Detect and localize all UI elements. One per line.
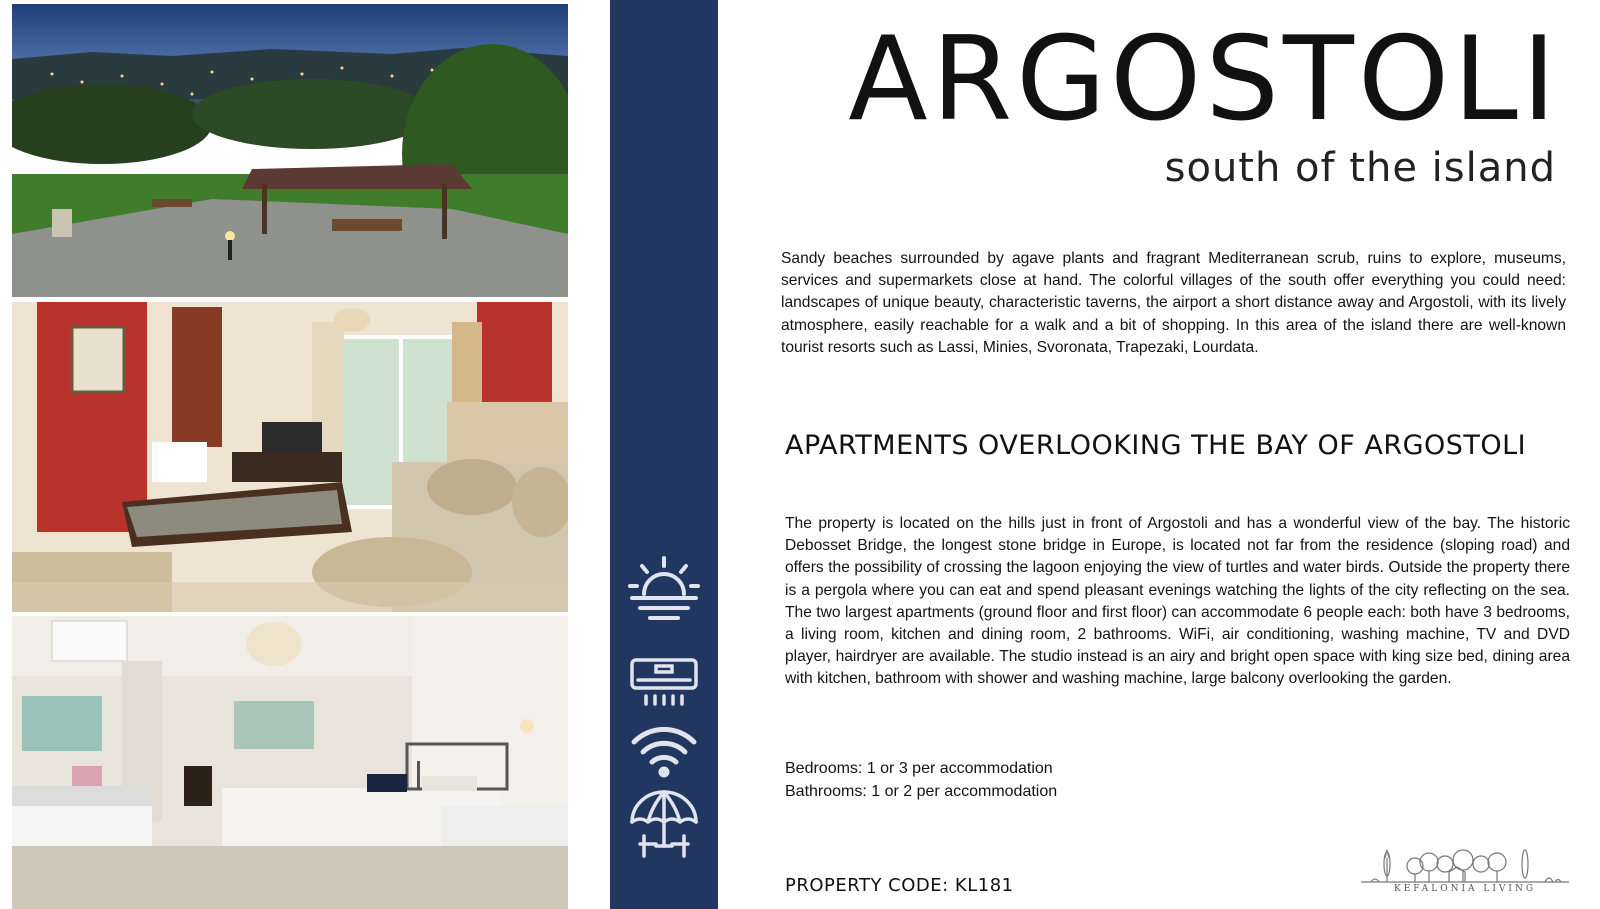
- section-heading: APARTMENTS OVERLOOKING THE BAY OF ARGOSTOLI: [785, 430, 1527, 461]
- property-code: PROPERTY CODE: KL181: [785, 875, 1014, 896]
- beach-umbrella-icon: [626, 786, 702, 862]
- description-paragraph: The property is located on the hills just in front of Argostoli and has a wonderful view of the bay. The historic Debosset Bridge, the longest stone bridge in Europe, is located not far from the residence (sloping road) and offers the possibility of crossing the lagoon enjoying the view of turtles and water birds. Outside the property there is a pergola where you can eat and spend pleasant evenings watching the lights of the city reflecting on the sea. The two largest apartments (ground floor and first floor) can accommodate 6 people each: both have 3 bedrooms, a living room, kitchen and dining room, 2 bathrooms. WiFi, air conditioning, washing machine, TV and DVD player, hairdryer are available. The studio instead is an airy and bright open space with king size bed, dining area with kitchen, bathroom with shower and washing machine, large balcony overlooking the garden.: [785, 515, 1570, 688]
- sunset-icon: [626, 552, 702, 628]
- bedroom-photo: [12, 616, 568, 909]
- air-conditioner-icon: [626, 646, 702, 722]
- page-subtitle: south of the island: [1164, 145, 1556, 191]
- amenities-band: [610, 0, 718, 909]
- bathrooms-spec: Bathrooms: 1 or 2 per accommodation: [785, 783, 1058, 800]
- bedrooms-spec: Bedrooms: 1 or 3 per accommodation: [785, 760, 1053, 777]
- garden-pergola-photo: [12, 4, 568, 297]
- wifi-icon: [626, 712, 702, 788]
- intro-paragraph: Sandy beaches surrounded by agave plants and fragrant Mediterranean scrub, ruins to explore, museums, services and supermarkets close at hand. The colorful villages of the south offer everything you could need: landscapes of unique beauty, characteristic taverns, the airport a short distance away and Argostoli, with its lively atmosphere, easily reachable for a walk and a bit of shopping. In this area of the island there are well-known tourist resorts such as Lassi, Minies, Svoronata, Trapezaki, Lourdata.: [781, 250, 1566, 356]
- page-title: ARGOSTOLI: [848, 12, 1560, 147]
- living-room-photo: [12, 302, 568, 612]
- logo-text: KEFALONIA LIVING: [1393, 884, 1537, 894]
- kefalonia-living-logo: [1355, 840, 1575, 902]
